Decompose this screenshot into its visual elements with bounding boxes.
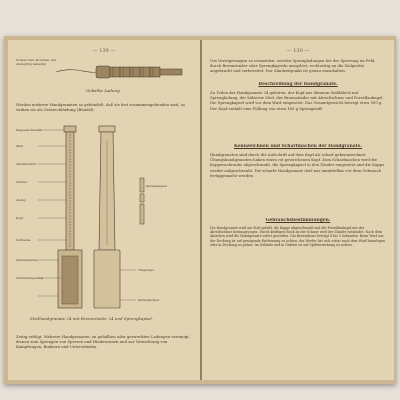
- fig2-caption: Stielhandgranate 24 mit Brennzünder 24 und Sprengkapsel.: [30, 316, 153, 321]
- open-book: [4, 36, 396, 384]
- fig1-caption: Geballte Ladung.: [86, 88, 121, 93]
- fig2-label-2: Stiel: [16, 144, 23, 148]
- figure-stick-grenade: [16, 120, 194, 330]
- right-page: [202, 40, 394, 380]
- fig2-label-9: Sprengladung: [16, 258, 38, 262]
- right-paragraph-1: Zu Teilen der Handgranate 24 gehören: der Kopf aus dünnem Stahlblech mit Sprengladung, der hölzerne Stiel, der Brennzünder mit Abreißschnur und Porzellankugel. Die Sprengkapsel wird vor dem Wurf eingesetzt. Das Gesamtgewicht beträgt etwa 500 g. Der Kopf enthält eine Füllung von etwa 165 g Sprengstoff.: [210, 90, 384, 111]
- right-intro: Um Verzögerungen zu vermeiden, werden Sprengladungen bei der Sperrung im Feld, durch Brennzünder oder Sprengkapseln ausgelöst, rechtzeitig an die Zielgeräte angebracht und vorbereitet. Der Zündzeitpunkt ist genau einzuhalten.: [210, 58, 376, 74]
- left-page-number: — 139 —: [92, 48, 116, 54]
- fig2-label-10: Zündverzögerung: [16, 276, 44, 280]
- right-page-number: — 130 —: [286, 48, 310, 54]
- stick-grenade-drawing: [16, 120, 194, 330]
- left-paragraph-1: Werden mehrere Handgranaten so gebündelt, daß sie fest zusammengebunden sind, so wirken sie als Gestrecktladung (Bündel).: [16, 102, 185, 113]
- heading-arming: Kennzeichnen und Scharfmachen der Handgranate.: [234, 144, 362, 149]
- right-paragraph-3: Die Handgranate wird am Stiel gefaßt, die Kappe abgeschraubt und die Porzellankugel mit der Abreißschnur herausgezogen. Durch kräftigen Ruck an der Schnur wird der Zünder entzündet. Nach dem Abziehen wird die Handgranate sofort geworfen. Die Brenndauer beträgt 4 bis 5 Sekunden. Beim Wurf aus der Deckung ist auf genügende Entfernung zu achten; der Werfer hat sich sofort nach dem Wurf hinzulegen oder in Deckung zu gehen. Im Gelände und in Gräben ist auf Splitterwirkung zu achten.: [210, 226, 386, 247]
- fig2-label-3: Abreißschnur: [16, 162, 37, 166]
- fig1-label: Schnur zum Abziehen, am Abzugring befestigt: [16, 58, 56, 66]
- fig2-label-4: Zünder: [16, 180, 28, 184]
- heading-usage: Gebrauchsbestimmungen.: [265, 218, 331, 223]
- fig2-label-5: Abzug: [16, 198, 26, 202]
- left-paragraph-2: Zeitig erfolgt. Mehrere Handgranaten, zu geballten oder gestreckten Ladungen vereinigt, dienen zum Sprengen von Sperren und Hindernissen und zur Vernichtung von Kampfwagen, Bunkern und Unterständen.: [16, 334, 190, 350]
- left-page: [8, 40, 200, 380]
- fig2-label-7: Kopf: [16, 216, 23, 220]
- heading-description: Beschreibung der Handgranate.: [258, 82, 338, 87]
- fig2-label-11: Tragbügel: [138, 268, 154, 272]
- figure-bundled-charge: [16, 58, 194, 98]
- fig2-label-6: Sprengkapsel: [146, 184, 167, 188]
- right-paragraph-2: Handgranaten sind durch die Aufschrift auf dem Kopf als scharf gekennzeichnet. Übungshandgranaten haben einen rot gestrichenen Kopf. Zum Scharfmachen wird die Kappenschraube abgeschraubt, die Sprengkapsel in den Zünder eingesetzt und die Kappe wieder aufgeschraubt. Die scharfe Handgranate darf nur unmittelbar vor dem Gebrauch fertiggemacht werden.: [210, 152, 385, 178]
- fig2-label-1: Kappenschraube: [16, 128, 42, 132]
- fig2-label-8: Schraube: [16, 238, 31, 242]
- fig2-label-12: Sprengkörper: [138, 298, 160, 302]
